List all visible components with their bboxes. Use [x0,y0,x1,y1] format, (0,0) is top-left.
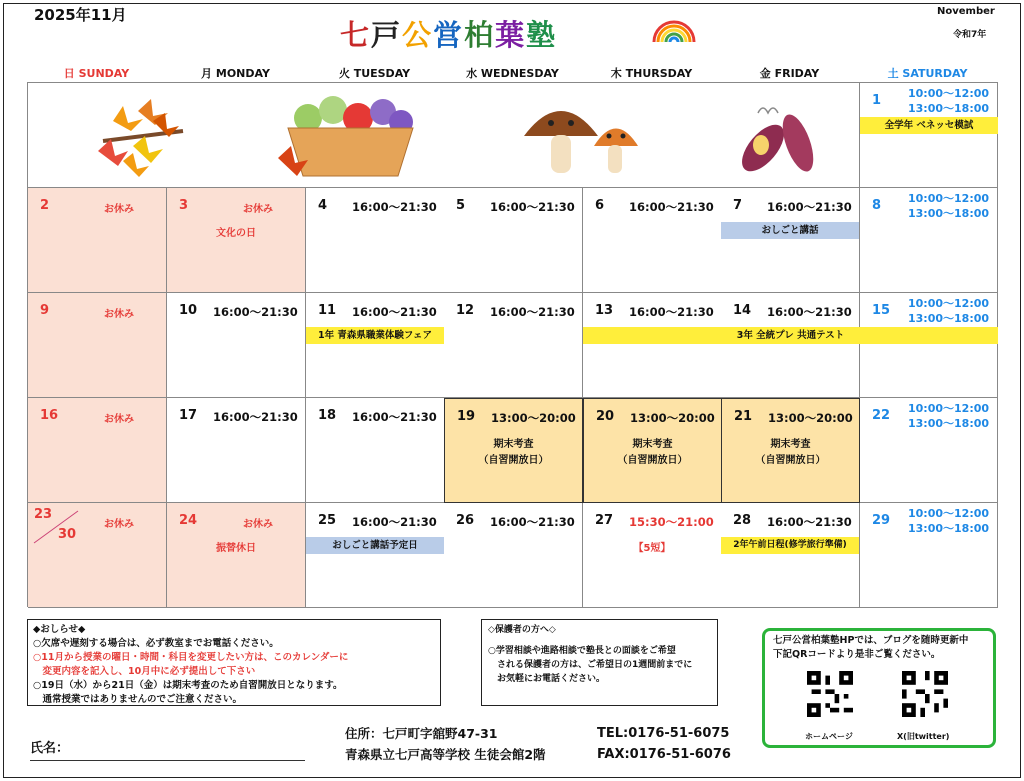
time-slot: 16:00～21:30 [213,305,298,319]
day-cell-22 [860,398,998,503]
time-slot: 13:00～18:00 [908,522,990,535]
time-slot: 13:00～18:00 [908,102,990,115]
day-cell-4 [306,188,445,293]
notice-line: 変更内容を記入し、10月中に必ず提出して下さい [33,666,256,677]
event-bar: 2年午前日程(修学旅行準備) [721,537,859,554]
time-slot: 10:00～12:00 [908,192,990,205]
day-number: 9 [40,303,50,318]
holiday-name: 振替休日 [216,543,256,554]
month-english: November [937,6,995,17]
qr-box [762,628,996,748]
notice-line: ○19日（水）から21日（金）は期末考査のため自習開放日となります。 [33,680,343,691]
day-cell-16 [28,398,167,503]
day-number: 22 [872,408,891,423]
time-slot: 16:00～21:30 [629,200,714,214]
day-cell-10 [167,293,306,398]
holiday-label: お休み [104,414,134,425]
dow-saturday: 土 SATURDAY [887,67,968,80]
day-cell-7 [721,188,860,293]
sweet-potato-icon [728,93,828,178]
x-twitter-label: X(旧twitter) [897,732,950,741]
time-slot: 16:00～21:30 [490,515,575,529]
tel-number: TEL:0176-51-6075 [597,726,730,741]
day-number: 17 [179,408,198,423]
day-cell-27 [583,503,722,608]
calendar-grid [27,82,998,607]
time-slot: 10:00～12:00 [908,297,990,310]
event-bar: おしごと講話予定日 [306,537,444,554]
day-cell-29 [860,503,998,608]
qr-line: 七戸公営柏葉塾HPでは、ブログを随時更新中 [773,635,969,646]
day-cell-5 [444,188,583,293]
day-number: 6 [595,198,605,213]
exam-note: （自習開放日） [617,455,688,466]
day-cell-13 [583,293,722,398]
time-slot: 16:00～21:30 [352,200,437,214]
time-slot: 16:00～21:30 [352,305,437,319]
time-slot: 16:00～21:30 [629,305,714,319]
day-cell-2 [28,188,167,293]
day-number: 25 [318,513,337,528]
day-number: 18 [318,408,337,423]
day-cell-12 [444,293,583,398]
name-field-line[interactable] [30,760,305,761]
homepage-label: ホームページ [805,732,853,741]
title-char: 塾 [526,18,558,52]
year-month: 2025年11月 [34,6,127,24]
day-number: 28 [733,513,752,528]
notice-line: ○欠席や遅刻する場合は、必ず教室までお電話ください。 [33,638,279,649]
time-slot: 16:00～21:30 [352,410,437,424]
split-diagonal [32,509,82,545]
guardian-line: される保護者の方は、ご希望日の1週間前までに [488,660,693,670]
name-label: 氏名： [30,741,70,756]
title-char: 葉 [495,18,527,52]
time-slot: 10:00～12:00 [908,402,990,415]
reiwa-year: 令和7年 [953,30,987,40]
time-slot: 13:00～18:00 [908,417,990,430]
day-number: 4 [318,198,328,213]
day-cell-28 [721,503,860,608]
day-number: 11 [318,303,337,318]
day-number: 19 [457,409,476,424]
day-cell-11 [306,293,445,398]
day-number: 21 [734,409,753,424]
day-cell-21 [721,398,860,503]
dow-wednesday: 水 WEDNESDAY [466,67,559,80]
exam-note: （自習開放日） [478,455,549,466]
dow-thursday: 木 THURSDAY [610,67,693,80]
address-line: 住所：七戸町字舘野47-31 [345,726,498,741]
exam-label: 期末考査 [632,439,673,450]
event-bar: 全学年 ベネッセ模試 [860,117,998,134]
time-slot: 16:00～21:30 [352,515,437,529]
time-slot: 13:00～20:00 [491,411,576,425]
homepage-qr-icon[interactable] [807,671,853,717]
day-number: 20 [596,409,615,424]
title-char: 戸 [371,18,403,52]
short-day-note: 【5短】 [633,543,671,554]
mushroom-icon [516,91,646,183]
holiday-label: お休み [104,309,134,320]
guardian-title: ◇保護者の方へ◇ [488,625,556,635]
time-slot: 16:00～21:30 [213,410,298,424]
qr-line: 下記QRコードより是非ご覧ください。 [773,649,941,660]
day-number: 12 [456,303,475,318]
time-slot: 13:00～18:00 [908,312,990,325]
title-char: 営 [433,18,465,52]
day-cell-8 [860,188,998,293]
day-number: 10 [179,303,198,318]
day-cell-26 [444,503,583,608]
day-number: 3 [179,198,189,213]
time-slot: 10:00～12:00 [908,507,990,520]
title-char: 七 [340,18,372,52]
holiday-label: お休み [243,204,273,215]
day-cell-25 [306,503,445,608]
day-number: 2 [40,198,50,213]
time-slot: 16:00～21:30 [490,305,575,319]
title-char: 柏 [464,18,496,52]
day-number: 15 [872,303,891,318]
day-cell-9 [28,293,167,398]
day-cell-17 [167,398,306,503]
day-cell-24 [167,503,306,608]
time-slot: 13:00～20:00 [630,411,715,425]
day-number: 24 [179,513,198,528]
day-cell-6 [583,188,722,293]
day-number: 26 [456,513,475,528]
day-number: 8 [872,198,882,213]
time-slot: 13:00～18:00 [908,207,990,220]
day-cell-14 [721,293,860,398]
day-number: 1 [872,93,882,108]
time-slot: 16:00～21:30 [767,305,852,319]
day-cell-18 [306,398,445,503]
time-slot: 15:30～21:00 [629,515,714,529]
dow-monday: 月 MONDAY [201,67,270,80]
school-title [340,13,640,54]
rainbow-icon [650,16,698,44]
day-number: 29 [872,513,891,528]
day-number: 14 [733,303,752,318]
exam-note: （自習開放日） [755,455,826,466]
holiday-label: お休み [243,519,273,530]
holiday-label: お休み [104,204,134,215]
autumn-leaves-icon [83,91,193,181]
holiday-label: お休み [104,519,134,530]
week1-illustration-cell [28,83,860,188]
guardian-line: ○学習相談や進路相談で塾長との面談をご希望 [488,646,676,656]
day-cell-20 [583,398,722,503]
exam-label: 期末考査 [493,439,534,450]
dow-friday: 金 FRIDAY [759,67,820,80]
time-slot: 16:00～21:30 [767,515,852,529]
day-number: 16 [40,408,59,423]
event-bar-span: 3年 全統プレ 共通テスト [583,327,998,344]
dow-sunday: 日 SUNDAY [63,67,130,80]
holiday-name: 文化の日 [216,228,256,239]
day-cell-3 [167,188,306,293]
day-cell-1 [860,83,998,188]
fax-number: FAX:0176-51-6076 [597,747,731,762]
day-cell-23-30 [28,503,167,608]
guardian-box [481,619,718,706]
address [345,723,546,765]
dow-tuesday: 火 TUESDAY [338,67,411,80]
day-number: 30 [58,527,77,542]
day-cell-15 [860,293,998,398]
time-slot: 16:00～21:30 [490,200,575,214]
notice-line: 通常授業ではありませんのでご注意ください。 [33,694,243,705]
day-number: 23 [34,507,53,522]
time-slot: 10:00～12:00 [908,87,990,100]
day-number: 27 [595,513,614,528]
guardian-line: お気軽にお電話ください。 [488,674,606,684]
day-cell-19 [444,398,583,503]
event-bar: 1年 青森県職業体験フェア [306,327,444,344]
notice-box [27,619,441,706]
contact [597,723,731,765]
day-number: 13 [595,303,614,318]
x-twitter-qr-icon[interactable] [902,671,948,717]
fruit-basket-icon [273,88,423,183]
exam-label: 期末考査 [770,439,811,450]
event-bar: おしごと講話 [721,222,859,239]
day-number: 5 [456,198,466,213]
notice-title: ◆おしらせ◆ [33,624,86,635]
title-char: 公 [402,18,434,52]
time-slot: 16:00～21:30 [767,200,852,214]
time-slot: 13:00～20:00 [768,411,853,425]
day-number: 7 [733,198,743,213]
notice-line: ○11月から授業の曜日・時間・科目を変更したい方は、このカレンダーに [33,652,349,663]
address-line: 青森県立七戸高等学校 生徒会館2階 [345,747,546,762]
